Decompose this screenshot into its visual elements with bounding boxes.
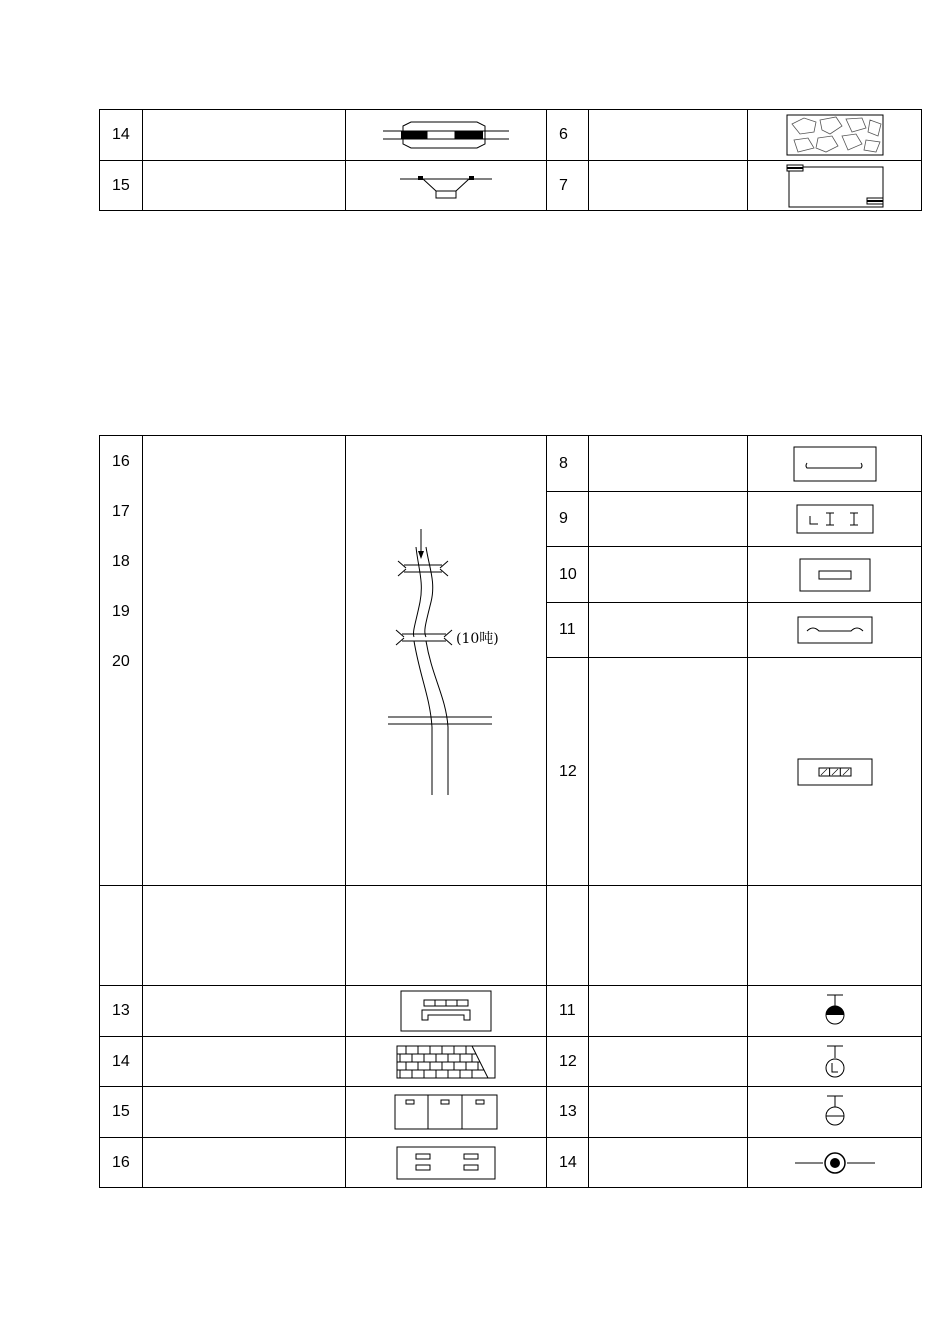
row-number: 15 [100,1087,143,1138]
row-number: 11 [547,603,589,658]
row-number: 8 [547,436,589,492]
row-name [589,1037,748,1087]
row-name [589,1087,748,1138]
row-name [143,110,346,161]
pendant-lamp-half-icon [748,1087,922,1138]
row-name [589,110,748,161]
wave-panel-icon [748,603,922,658]
merged-number-cell [100,436,143,886]
row-number: 20 [112,653,130,670]
table-row-empty [100,886,922,986]
row-name [143,161,346,211]
load-label: (10吨) [456,630,499,647]
row-number: 16 [112,453,130,470]
empty-cell [589,886,748,986]
cabinet-three-door-icon [346,1087,547,1138]
table-row [100,161,922,211]
row-name [143,1138,346,1188]
empty-cell [547,886,589,986]
table-row [100,1138,922,1188]
empty-cell [748,886,922,986]
row-name [589,161,748,211]
merged-name-cell [143,436,346,886]
row-name [589,492,748,547]
table-row [100,436,922,492]
row-name [143,1037,346,1087]
row-number: 14 [100,110,143,161]
row-number: 6 [547,110,589,161]
row-name [143,986,346,1037]
empty-cell [100,886,143,986]
row-name [589,547,748,603]
brick-wall-icon [346,1037,547,1087]
row-number: 14 [547,1138,589,1188]
row-number: 10 [547,547,589,603]
table-row [100,110,922,161]
row-number: 19 [112,603,130,620]
empty-cell [346,886,547,986]
row-name [589,603,748,658]
grid-panel-icon [748,658,922,886]
row-number: 11 [547,986,589,1037]
table-row [100,1037,922,1087]
slot-panel-icon [748,547,922,603]
row-name [589,1138,748,1188]
row-number: 14 [100,1037,143,1087]
row-number: 15 [100,161,143,211]
row-number: 17 [112,503,130,520]
table-row [100,1087,922,1138]
row-number: 13 [547,1087,589,1138]
row-name [589,658,748,886]
symbol-table-main [99,435,922,1188]
row-number: 13 [100,986,143,1037]
corner-marked-panel-icon [748,161,922,211]
in-line-dot-icon [748,1138,922,1188]
shaft-coupling-icon [346,110,547,161]
row-name [143,1087,346,1138]
row-number: 12 [547,658,589,886]
empty-cell [143,886,346,986]
row-name [589,986,748,1037]
row-number: 16 [100,1138,143,1188]
table-row [100,986,922,1037]
bracket-panel-icon [748,492,922,547]
symbol-table-top [99,109,922,211]
row-number: 18 [112,553,130,570]
brick-frame-icon [346,986,547,1037]
pipe-branch-diagram [346,436,547,886]
pendant-lamp-l-icon [748,1037,922,1087]
pipe-support-icon [346,161,547,211]
row-number: 9 [547,492,589,547]
row-name [589,436,748,492]
stone-pattern-icon [748,110,922,161]
row-number: 12 [547,1037,589,1087]
row-number: 7 [547,161,589,211]
drawer-panel-icon [346,1138,547,1188]
hook-slot-panel-icon [748,436,922,492]
pendant-lamp-filled-icon [748,986,922,1037]
